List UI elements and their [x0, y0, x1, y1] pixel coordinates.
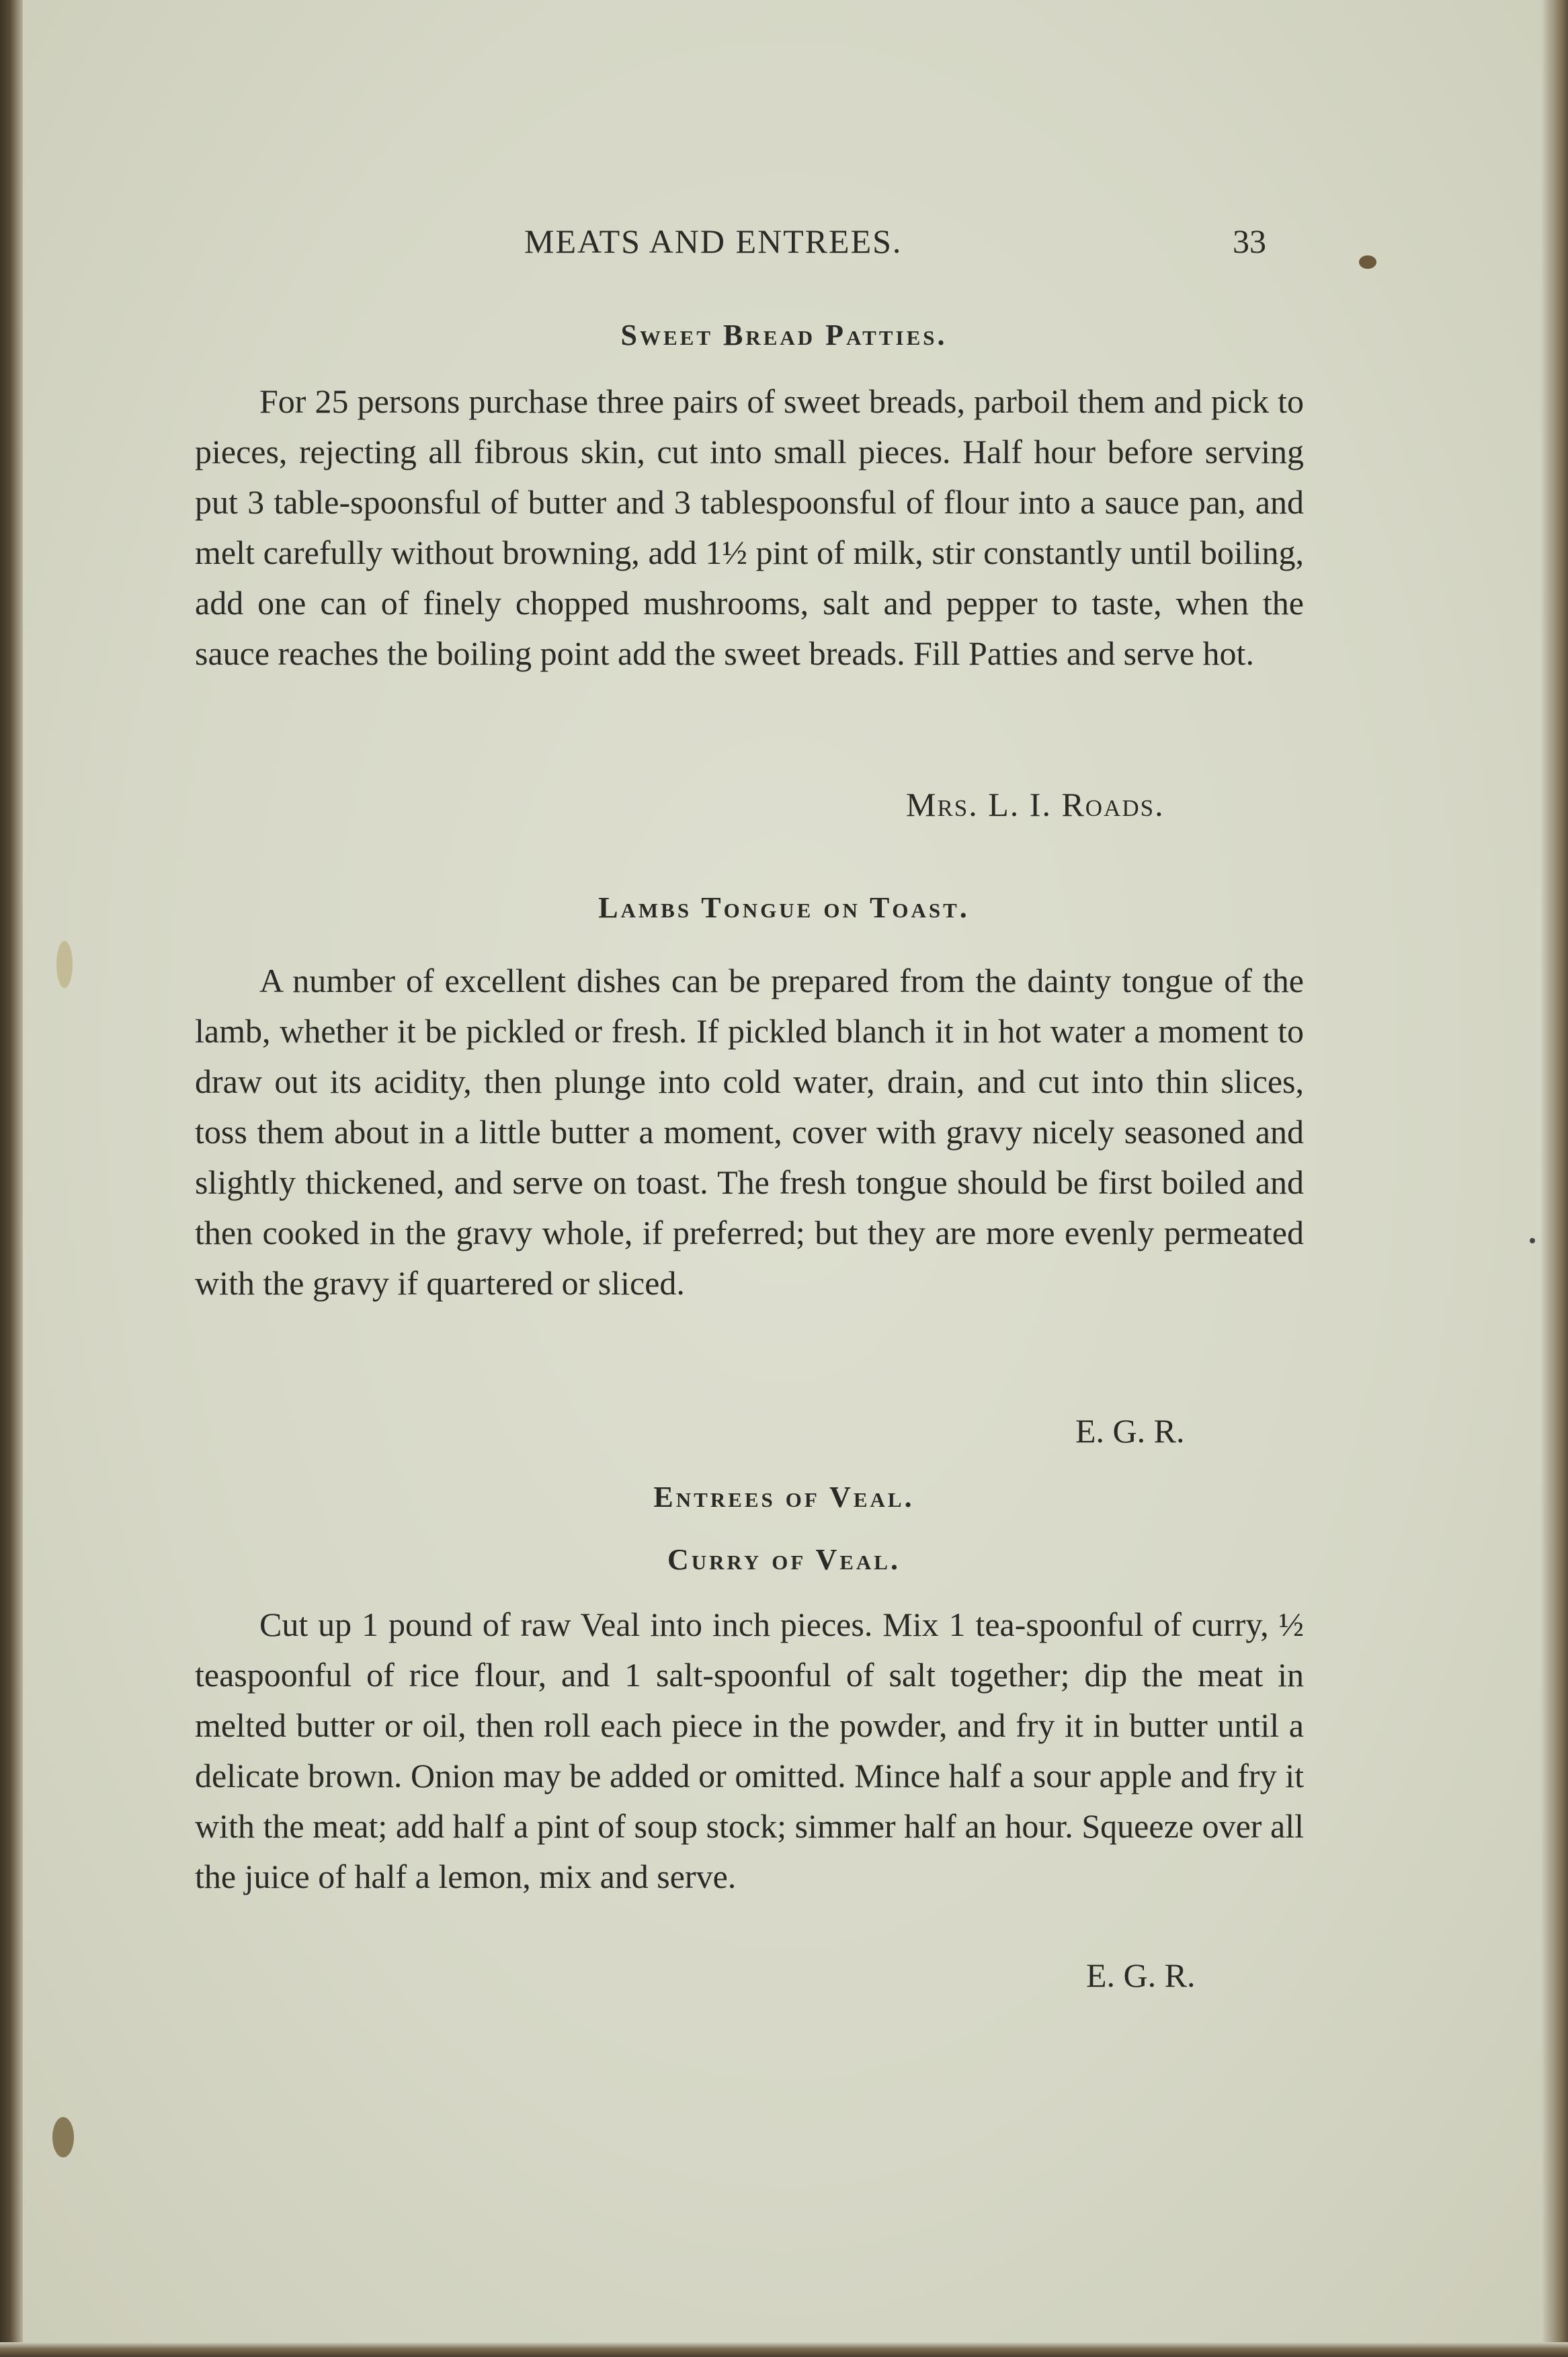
page-right-edge [1541, 0, 1568, 2357]
paper-stain [1530, 1238, 1535, 1243]
page-bottom-edge [0, 2342, 1568, 2357]
recipe-subtitle: Curry of Veal. [667, 1543, 901, 1576]
paper-stain [1359, 255, 1376, 269]
page-number: 33 [1233, 222, 1266, 260]
paper-stain [56, 941, 73, 988]
paper-stain [52, 2117, 74, 2157]
running-head: MEATS AND ENTREES. [524, 222, 903, 260]
recipe-attribution: E. G. R. [1075, 1412, 1185, 1450]
recipe-body: Cut up 1 pound of raw Veal into inch pieces. Mix 1 tea-spoonful of curry, ½ teaspoonful of rice flour, and 1 salt-spoonful of salt together; dip the meat in melted butter or oil, then roll each piece in the powder, and fry it in butter until a delicate brown. Onion may be added or omitted. Mince half a sour apple and fry it with the meat; add half a pint of soup stock; simmer half an hour. Squeeze over all the juice of half a lemon, mix and serve. [195, 1606, 1304, 1895]
recipe-title: Lambs Tongue on Toast. [598, 891, 970, 924]
recipe-attribution: E. G. R. [1086, 1956, 1196, 1994]
section-title: Entrees of Veal. [653, 1481, 915, 1514]
recipe-attribution: Mrs. L. I. Roads. [906, 786, 1165, 823]
recipe-body: For 25 persons purchase three pairs of sweet breads, parboil them and pick to pieces, rejecting all fibrous skin, cut into small pieces. Half hour before serving put 3 table-spoonsful of butter and 3 tablespoonsful of flour into a sauce pan, and melt carefully without browning, add 1½ pint of milk, stir constantly until boiling, add one can of finely chopped mushrooms, salt and pepper to taste, when the sauce reaches the boiling point add the sweet breads. Fill Patties and serve hot. [195, 382, 1304, 672]
recipe-body: A number of excellent dishes can be prepared from the dainty tongue of the lamb, whether it be pickled or fresh. If pickled blanch it in hot water a moment to draw out its acidity, then plunge into cold water, drain, and cut into thin slices, toss them about in a little butter a moment, cover with gravy nicely seasoned and slightly thickened, and serve on toast. The fresh tongue should be first boiled and then cooked in the gravy whole, if preferred; but they are more evenly permeated with the gravy if quartered or sliced. [195, 962, 1304, 1302]
recipe-title: Sweet Bread Patties. [620, 319, 948, 352]
book-binding-edge [0, 0, 23, 2357]
